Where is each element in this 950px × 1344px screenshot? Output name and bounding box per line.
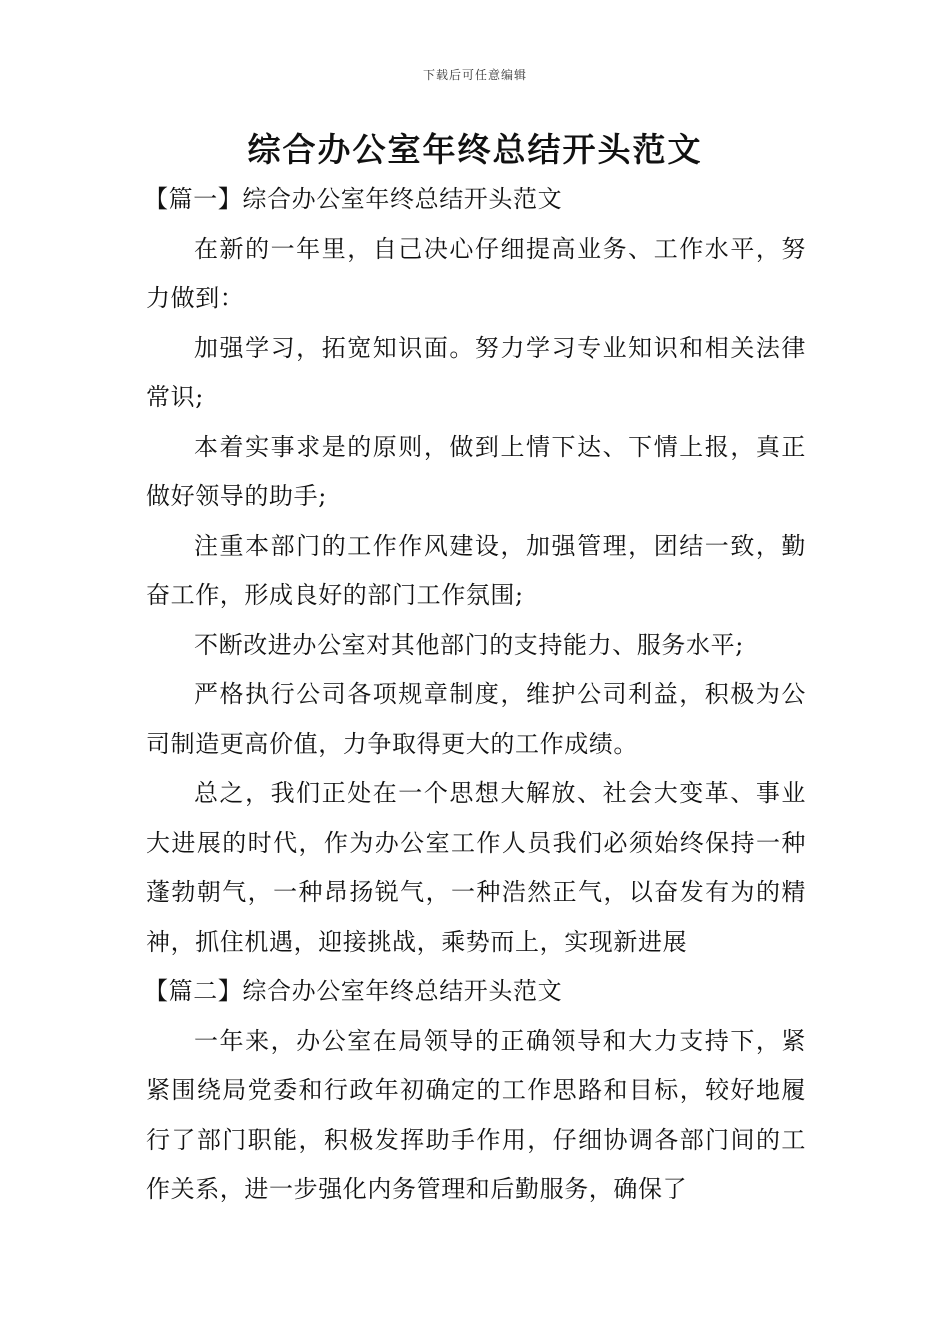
document-body: [146, 175, 806, 1215]
paragraph: 一年来，办公室在局领导的正确领导和大力支持下，紧紧围绕局党委和行政年初确定的工作思路和目标，较好地履行了部门职能，积极发挥助手作用，仔细协调各部门间的工作关系，进一步强化内务管理和后勤服务，确保了: [146, 1026, 806, 1203]
section-heading-1: 【篇一】综合办公室年终总结开头范文: [144, 185, 563, 213]
paragraph: 本着实事求是的原则，做到上情下达、下情上报，真正做好领导的助手;: [146, 432, 806, 510]
paragraph: 严格执行公司各项规章制度，维护公司利益，积极为公司制造更高价值，力争取得更大的工作成绩。: [146, 680, 806, 758]
paragraph: 不断改进办公室对其他部门的支持能力、服务水平;: [194, 630, 744, 659]
document-title: 综合办公室年终总结开头范文: [247, 130, 703, 169]
download-note: 下载后可任意编辑: [422, 68, 527, 82]
paragraph: 在新的一年里，自己决心仔细提高业务、工作水平，努力做到：: [146, 234, 806, 312]
paragraph: 总之，我们正处在一个思想大解放、社会大变革、事业大进展的时代，作为办公室工作人员我们必须始终保持一种蓬勃朝气，一种昂扬锐气，一种浩然正气，以奋发有为的精神，抓住机遇，迎接挑战，乘势而上，实现新进展: [146, 779, 806, 956]
section-heading-2: 【篇二】综合办公室年终总结开头范文: [144, 977, 563, 1005]
paragraph: 注重本部门的工作作风建设，加强管理，团结一致，勤奋工作，形成良好的部门工作氛围;: [146, 531, 806, 609]
paragraph: 加强学习，拓宽知识面。努力学习专业知识和相关法律常识;: [146, 333, 806, 411]
